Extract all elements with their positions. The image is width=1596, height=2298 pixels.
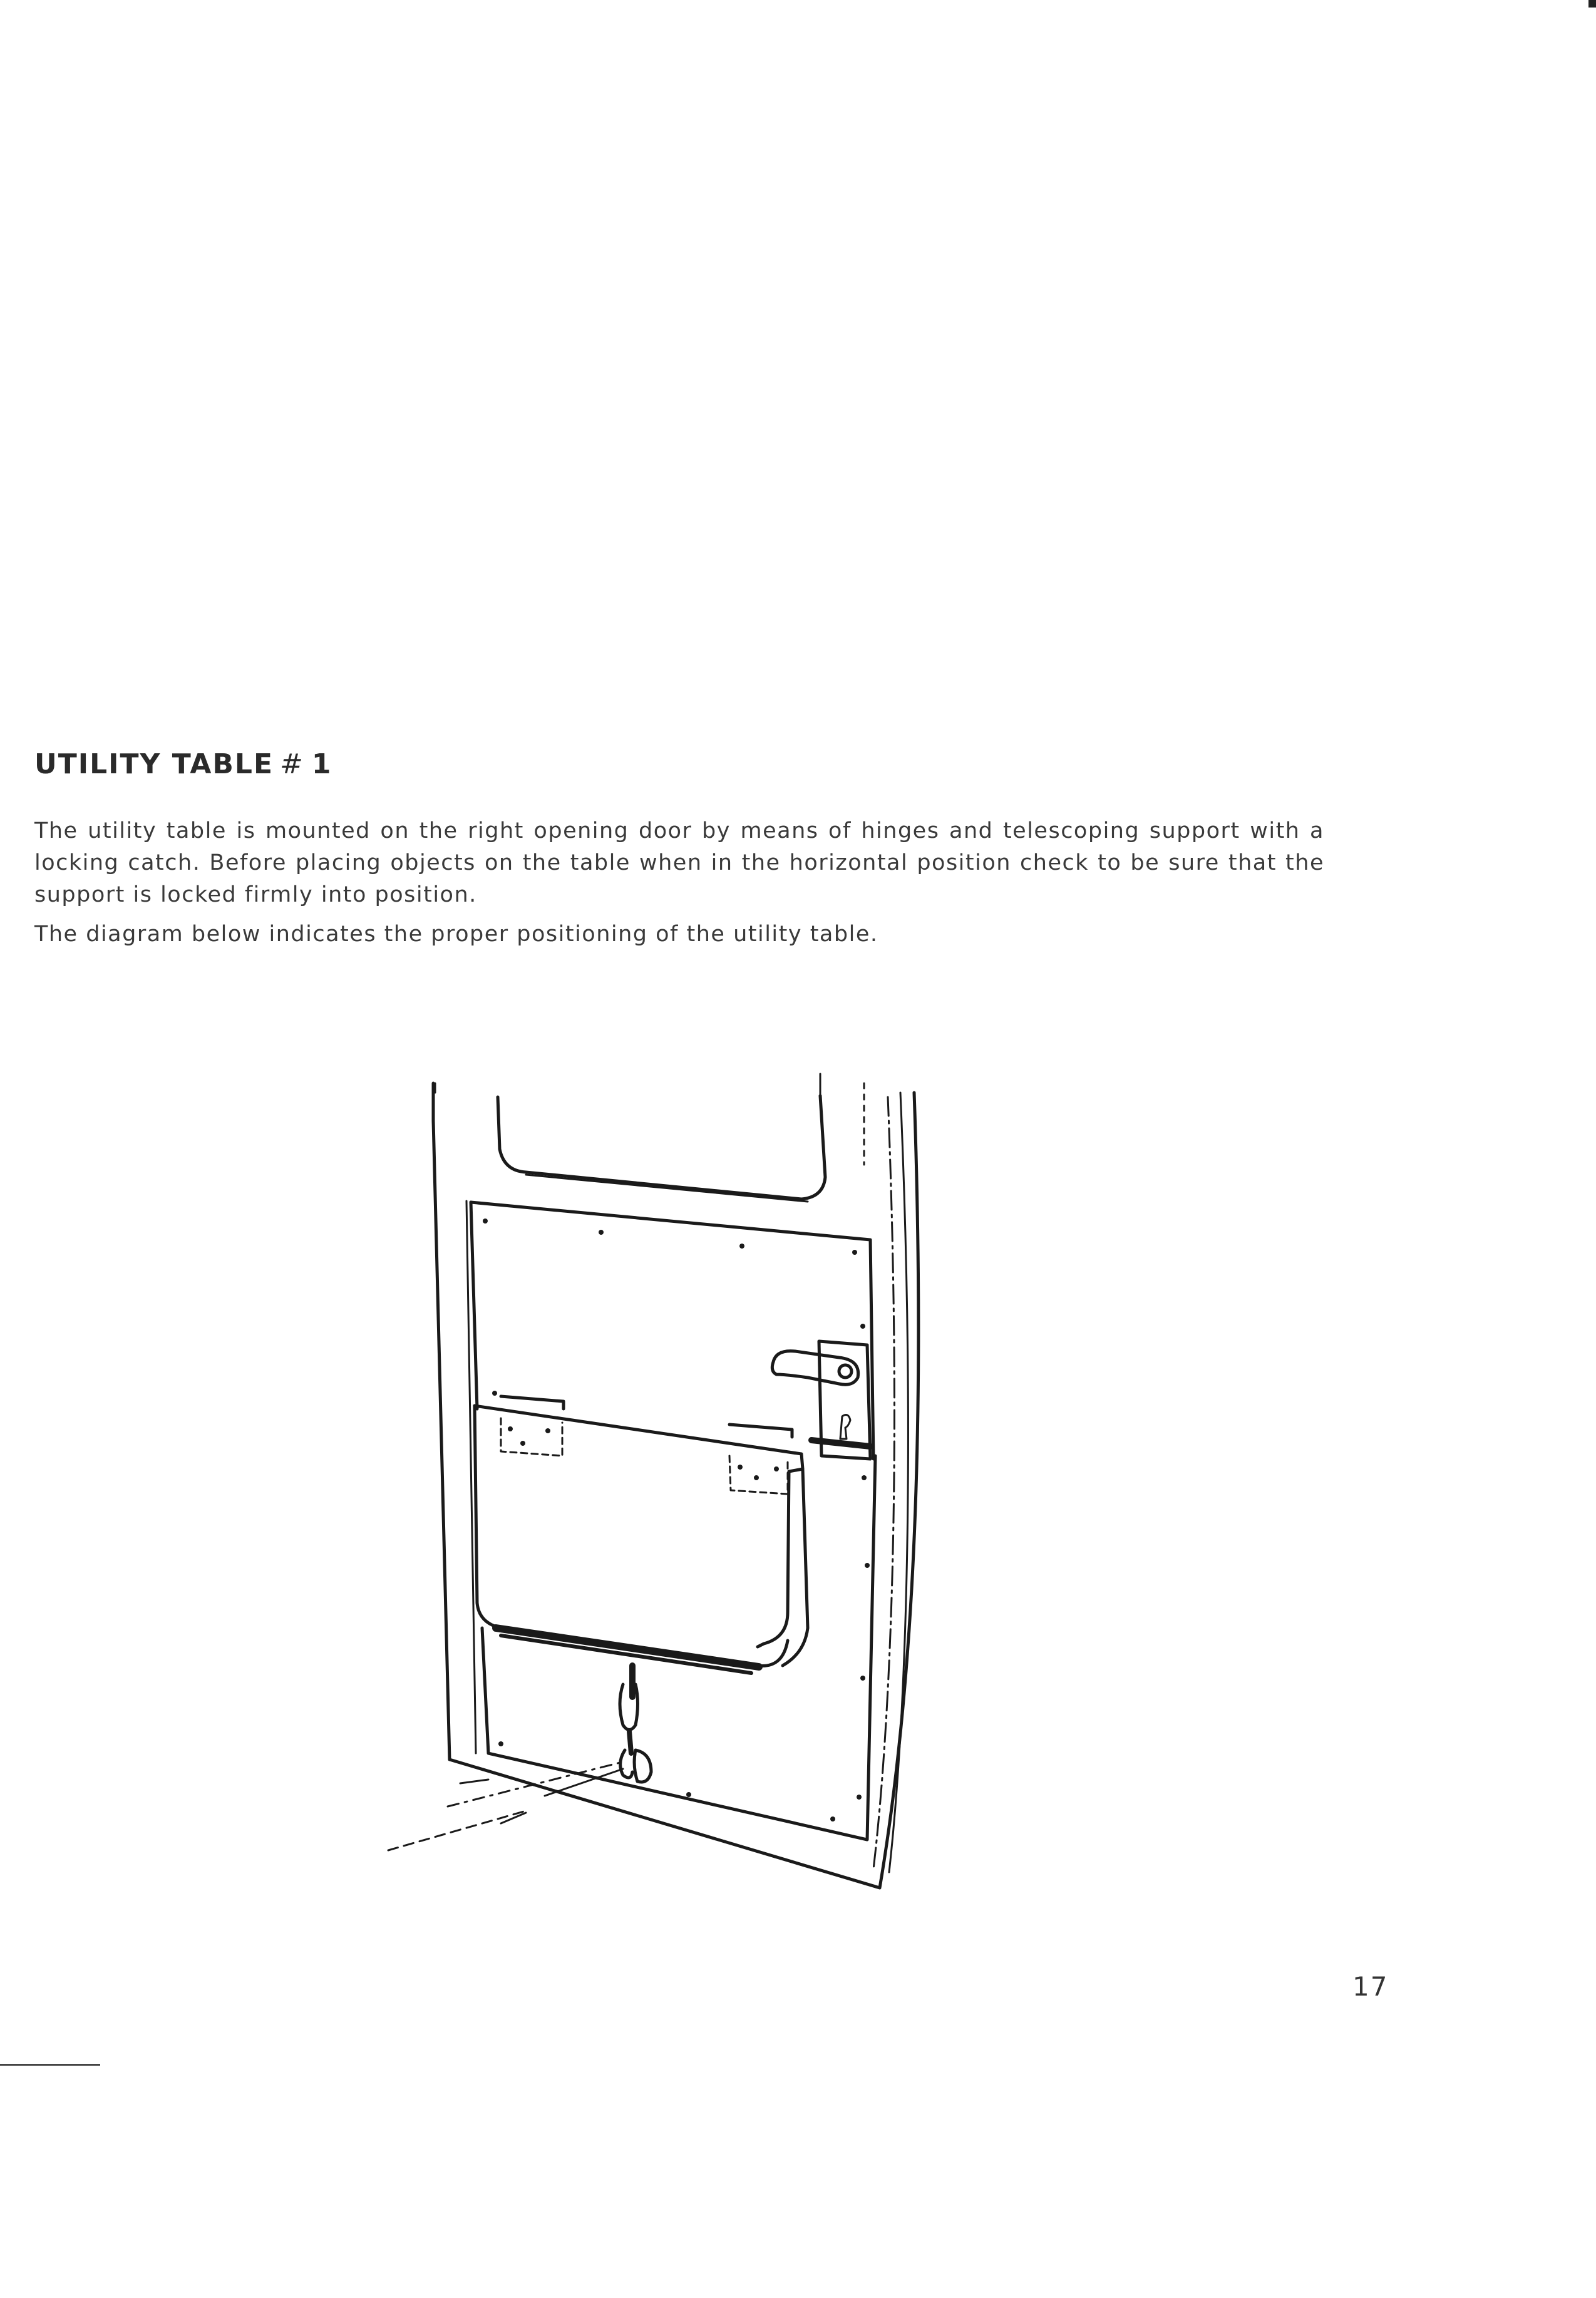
heading-number: 1	[311, 748, 332, 780]
panel-rivets	[351, 1219, 870, 1821]
utility-table-diagram	[351, 1052, 1002, 2298]
telescoping-support	[620, 1666, 651, 1782]
heading-hash: #	[280, 748, 304, 780]
door-window	[498, 1096, 825, 1199]
paragraph-description: The utility table is mounted on the right opening door by means of hinges and telescoping support with a locking catch. Before placing objects on the table when in the horizontal position check to be sure that the support is locked firmly into position.	[34, 818, 1324, 907]
heading-title: UTILITY TABLE	[34, 748, 274, 780]
paragraph-diagram-note: The diagram below indicates the proper positioning of the utility table.	[34, 922, 878, 947]
section-heading	[34, 748, 332, 780]
scan-mark	[1588, 0, 1596, 8]
table-leaf	[475, 1406, 870, 1673]
door-frame	[433, 1083, 919, 1888]
page-number: 17	[1352, 1971, 1389, 2002]
door-panel	[466, 1201, 875, 1840]
